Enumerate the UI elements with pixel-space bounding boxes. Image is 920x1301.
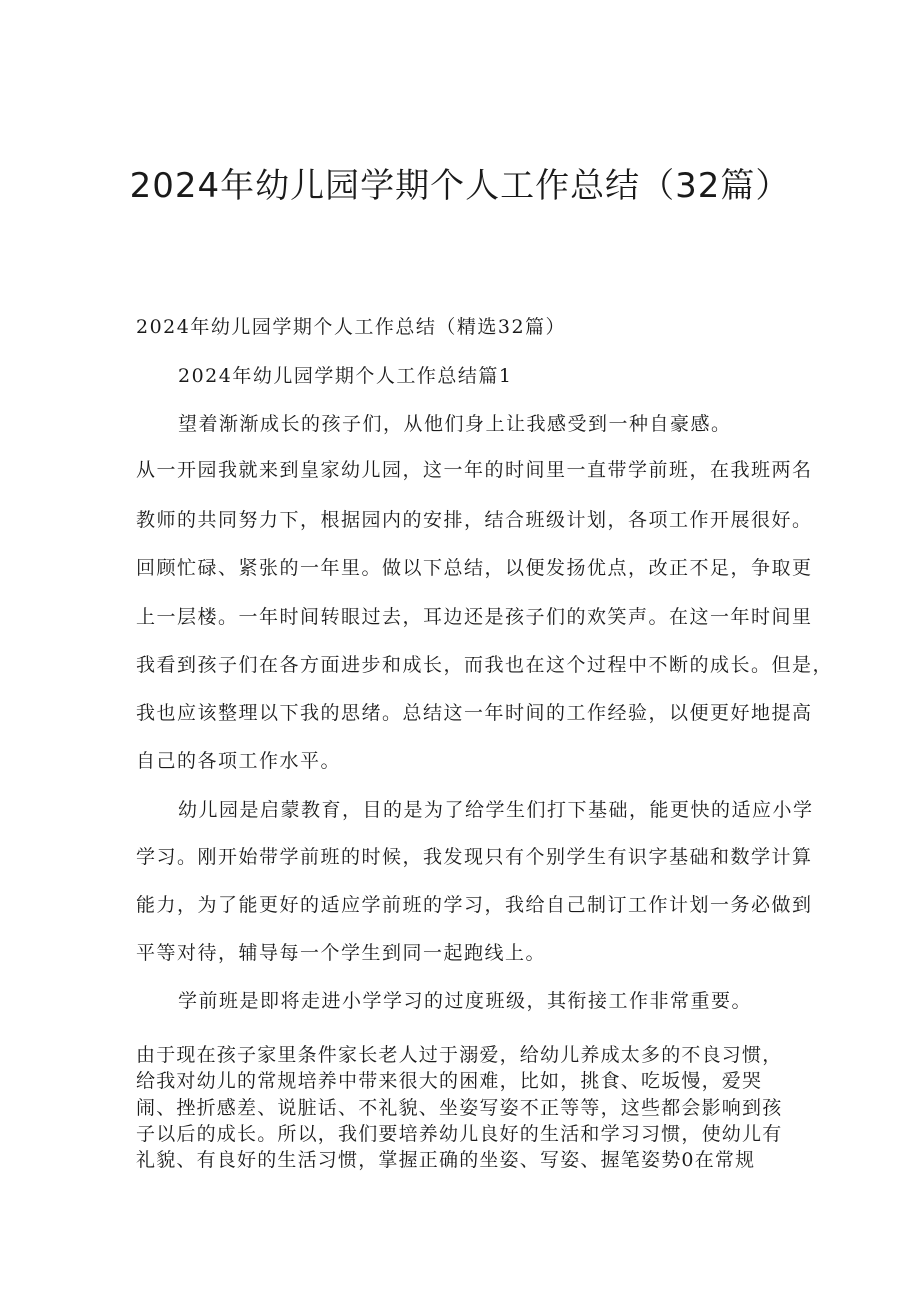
paragraph-line: 闹、挫折感差、说脏话、不礼貌、坐姿写姿不正等等，这些都会影响到孩 bbox=[136, 1097, 783, 1119]
paragraph-line: 自己的各项工作水平。 bbox=[136, 750, 342, 772]
paragraph-line: 回顾忙碌、紧张的一年里。做以下总结，以便发扬优点，改正不足，争取更 bbox=[136, 557, 813, 579]
paragraph-line: 教师的共同努力下，根据园内的安排，结合班级计划，各项工作开展很好。 bbox=[136, 509, 813, 531]
paragraph-line: 能力，为了能更好的适应学前班的学习，我给自己制订工作计划一务必做到 bbox=[136, 894, 813, 916]
paragraph-line: 我也应该整理以下我的思绪。总结这一年时间的工作经验，以便更好地提高 bbox=[136, 702, 813, 724]
paragraph-line: 我看到孩子们在各方面进步和成长，而我也在这个过程中不断的成长。但是， bbox=[136, 654, 834, 676]
document-title: 2024年幼儿园学期个人工作总结（32篇） bbox=[129, 166, 791, 206]
paragraph-line: 上一层楼。一年时间转眼过去，耳边还是孩子们的欢笑声。在这一年时间里 bbox=[136, 606, 813, 628]
document-subtitle: 2024年幼儿园学期个人工作总结（精选32篇） bbox=[136, 316, 567, 338]
paragraph-line: 望着渐渐成长的孩子们，从他们身上让我感受到一种自豪感。 bbox=[178, 413, 732, 435]
paragraph-line: 学习。刚开始带学前班的时候，我发现只有个别学生有识字基础和数学计算 bbox=[136, 846, 813, 868]
paragraph-line: 子以后的成长。所以，我们要培养幼儿良好的生活和学习习惯，使幼儿有 bbox=[136, 1123, 783, 1145]
paragraph-line: 学前班是即将走进小学学习的过度班级，其衔接工作非常重要。 bbox=[178, 990, 753, 1012]
paragraph-line: 从一开园我就来到皇家幼儿园，这一年的时间里一直带学前班，在我班两名 bbox=[136, 459, 813, 481]
paragraph-line: 给我对幼儿的常规培养中带来很大的困难，比如，挑食、吃坂慢，爱哭 bbox=[136, 1070, 763, 1092]
section-heading: 2024年幼儿园学期个人工作总结篇1 bbox=[178, 365, 513, 387]
paragraph-line: 幼儿园是启蒙教育，目的是为了给学生们打下基础，能更快的适应小学 bbox=[178, 799, 814, 821]
paragraph-line: 由于现在孩子家里条件家长老人过于溺爱，给幼儿养成太多的不良习惯， bbox=[136, 1044, 783, 1066]
paragraph-line: 礼貌、有良好的生活习惯，掌握正确的坐姿、写姿、握笔姿势0在常规 bbox=[136, 1149, 756, 1171]
paragraph-line: 平等对待，辅导每一个学生到同一起跑线上。 bbox=[136, 942, 547, 964]
